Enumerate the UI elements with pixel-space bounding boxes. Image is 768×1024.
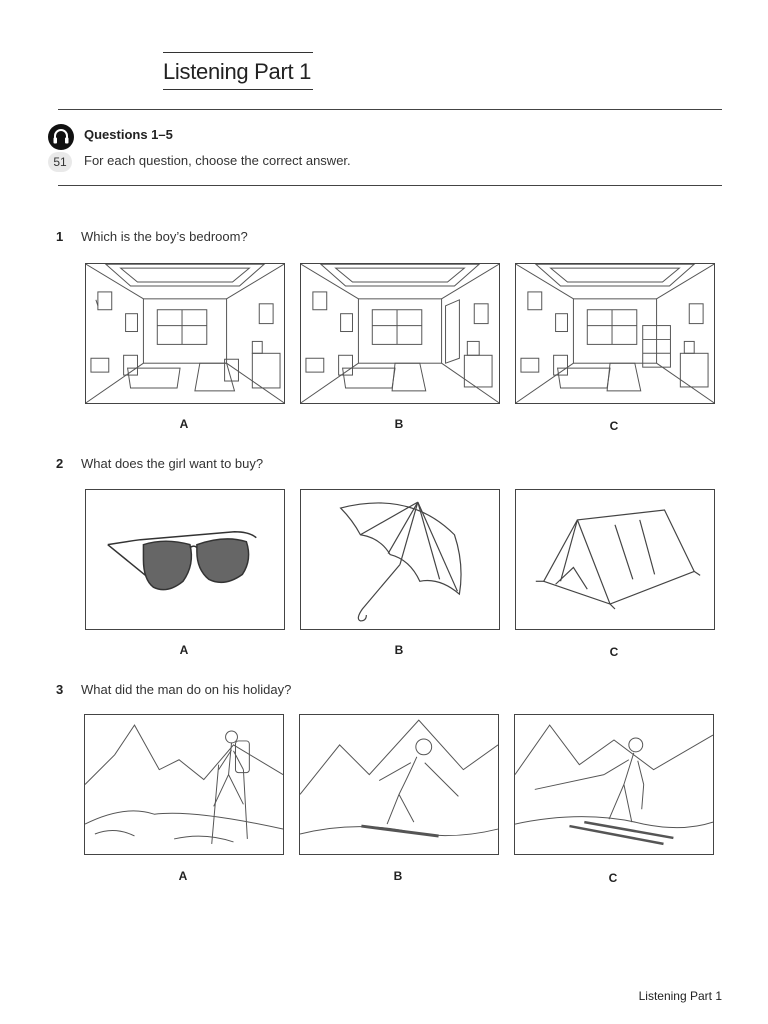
skier-illustration (515, 715, 713, 854)
option-label: B (394, 643, 404, 657)
option-picture-2a[interactable] (85, 489, 285, 630)
snowboarder-illustration (300, 715, 498, 854)
bedroom-illustration (301, 264, 499, 403)
option-picture-1a[interactable] (85, 263, 285, 404)
audio-track-number: 51 (48, 152, 72, 172)
divider-instructions (58, 185, 722, 186)
headphones-icon (48, 124, 74, 150)
bedroom-illustration (516, 264, 714, 403)
tent-icon (516, 490, 714, 629)
option-picture-3c[interactable] (514, 714, 714, 855)
option-picture-3b[interactable] (299, 714, 499, 855)
question-text: Which is the boy’s bedroom? (81, 229, 248, 244)
option-picture-1b[interactable] (300, 263, 500, 404)
sunglasses-icon (86, 490, 284, 629)
option-label: A (179, 643, 189, 657)
option-label: C (609, 419, 619, 433)
umbrella-icon (301, 490, 499, 629)
option-label: B (394, 417, 404, 431)
divider-top (58, 109, 722, 110)
hiker-illustration (85, 715, 283, 854)
option-label: B (393, 869, 403, 883)
option-label: A (179, 417, 189, 431)
question-number: 3 (56, 682, 64, 697)
questions-instruction: For each question, choose the correct answer. (84, 153, 351, 168)
option-label: C (609, 645, 619, 659)
question-number: 1 (56, 229, 64, 244)
questions-heading: Questions 1–5 (84, 127, 173, 142)
option-picture-1c[interactable] (515, 263, 715, 404)
page-footer: Listening Part 1 (638, 989, 722, 1003)
page-title-box (163, 52, 313, 90)
question-number: 2 (56, 456, 64, 471)
option-label: C (608, 871, 618, 885)
page-title: Listening Part 1 (163, 59, 312, 84)
question-text: What does the girl want to buy? (81, 456, 264, 471)
option-label: A (178, 869, 188, 883)
question-text: What did the man do on his holiday? (81, 682, 292, 697)
option-picture-2b[interactable] (300, 489, 500, 630)
bedroom-illustration (86, 264, 284, 403)
option-picture-2c[interactable] (515, 489, 715, 630)
option-picture-3a[interactable] (84, 714, 284, 855)
